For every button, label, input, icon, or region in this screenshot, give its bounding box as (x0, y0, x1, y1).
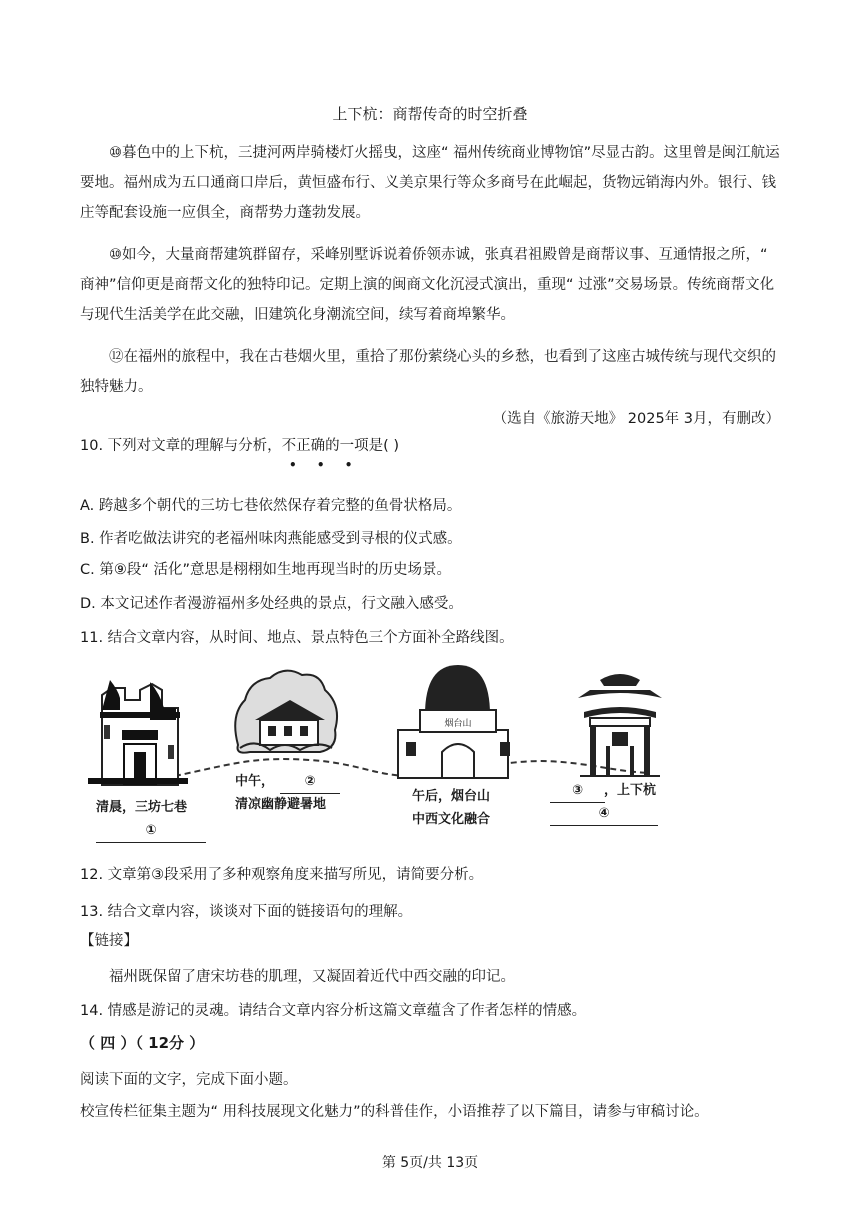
stop1-blank: ① (96, 820, 206, 843)
sanfang-qixiang-building-icon (88, 680, 188, 785)
stop3-label: 午后，烟台山 (412, 789, 491, 804)
question-11-stem: 11. 结合文章内容，从时间、地点、景点特色三个方面补全路线图。 (80, 630, 514, 646)
yantai-shan-gate-icon (398, 665, 510, 778)
gate-plaque: 烟台山 (444, 719, 472, 729)
question-14-stem: 14. 情感是游记的灵魂。请结合文章内容分析这篇文章蕴含了作者怎样的情感。 (80, 1003, 587, 1019)
option-a: A. 跨越多个朝代的三坊七巷依然保存着完整的鱼骨状格局。 (80, 498, 462, 514)
paragraph-10: ⑩暮色中的上下杭，三捷河两岸骑楼灯火摇曳，这座“ 福州传统商业博物馆”尽显古韵。这里曾是闽江航运要地。福州成为五口通商口岸后，黄恒盛布行、义美京果行等众多商号在此崛起，货物远销海内外。银行、钱庄等配套设施一应俱全，商帮势力蓬勃发展。 (80, 145, 780, 221)
stop2-label-prefix: 中午， (235, 774, 275, 789)
stop2-blank: ② (280, 771, 340, 794)
section-title: 上下杭：商帮传奇的时空折叠 (332, 105, 528, 123)
question-10-stem: 10. 下列对文章的理解与分析，不正确的一项是( ) (80, 438, 400, 454)
stop2-feature: 清凉幽静避暑地 (235, 797, 327, 812)
part4-text: 校宣传栏征集主题为“ 用科技展现文化魅力”的科普佳作，小语推荐了以下篇目，请参与审稿讨论。 (80, 1104, 709, 1120)
question-12-stem: 12. 文章第③段采用了多种观察角度来描写所见，请简要分析。 (80, 867, 484, 883)
source-citation: （选自《旅游天地》 2025年 3月，有删改） (492, 411, 780, 427)
paragraph-12: ⑫在福州的旅程中，我在古巷烟火里，重拾了那份萦绕心头的乡愁，也看到了这座古城传统与现代交织的独特魅力。 (80, 349, 776, 395)
part4-heading: （ 四 ）（ 12分 ） (80, 1034, 205, 1052)
paragraph-11: ⑩如今，大量商帮建筑群留存，采峰别墅诉说着侨领赤诚，张真君祖殿曾是商帮议事、互通情报之所，“ 商神”信仰更是商帮文化的独特印记。定期上演的闽商文化沉浸式演出，重现“ 过涨”交易场景。传统商帮文化与现代生活美学在此交融，旧建筑化身潮流空间，续写着商埠繁华。 (80, 247, 775, 323)
option-d: D. 本文记述作者漫游福州多处经典的景点，行文融入感受。 (80, 596, 463, 612)
mountain-retreat-icon (235, 671, 337, 753)
question-13-stem: 13. 结合文章内容，谈谈对下面的链接语句的理解。 (80, 904, 413, 920)
link-text: 福州既保留了唐宋坊巷的肌理，又凝固着近代中西交融的印记。 (109, 969, 515, 985)
part4-intro: 阅读下面的文字，完成下面小题。 (80, 1072, 298, 1088)
option-b: B. 作者吃做法讲究的老福州味肉燕能感受到寻根的仪式感。 (80, 531, 462, 547)
page-footer: 第 5页/共 13页 (381, 1155, 479, 1171)
stop1-label: 清晨，三坊七巷 (96, 800, 188, 815)
stop4-label: ，上下杭 (604, 783, 657, 798)
shangxiahang-archway-icon (578, 674, 662, 776)
option-c: C. 第⑨段“ 活化”意思是栩栩如生地再现当时的历史场景。 (80, 562, 451, 578)
emphasis-dots: • • • (289, 458, 361, 472)
link-label: 【链接】 (80, 933, 138, 949)
stop4-blank-time: ③ (550, 780, 605, 803)
stop3-feature: 中西文化融合 (412, 812, 491, 827)
stop4-blank-feature: ④ (550, 803, 658, 826)
